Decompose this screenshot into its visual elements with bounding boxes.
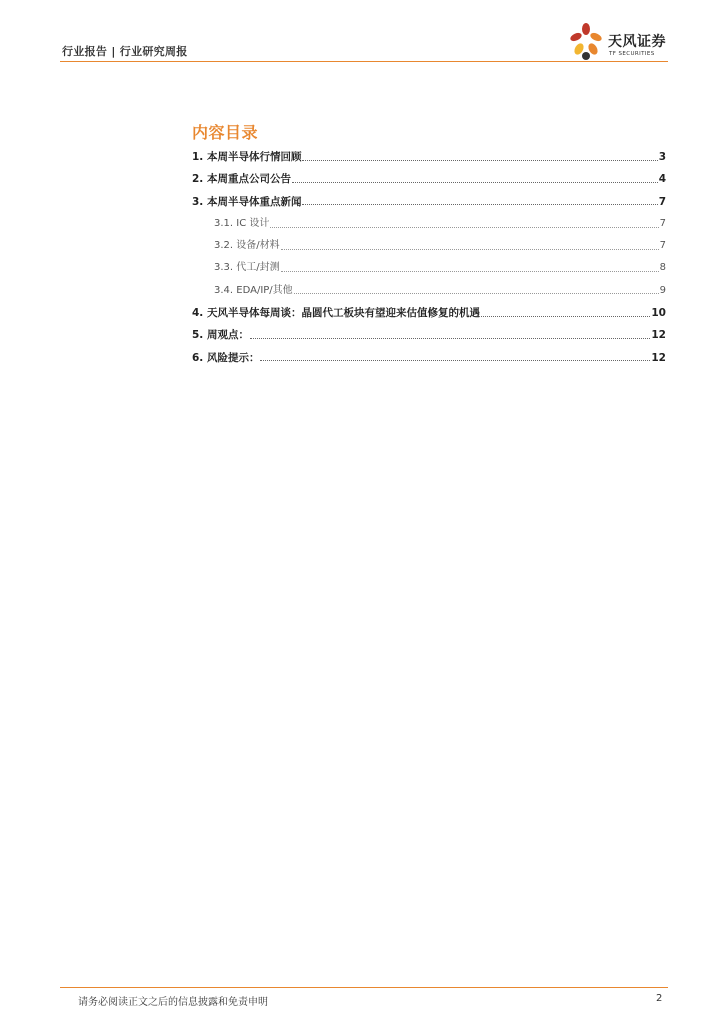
toc-leader-dots xyxy=(302,204,657,205)
toc-leader-dots xyxy=(481,316,650,317)
toc-entry-label: 6. 风险提示： xyxy=(192,351,260,364)
company-logo xyxy=(568,22,678,62)
toc-leader-dots xyxy=(260,360,650,361)
toc-entry-page: 9 xyxy=(659,284,666,296)
toc-entry-label: 3.4. EDA/IP/其他 xyxy=(214,284,293,296)
toc-entry[interactable] xyxy=(192,347,666,369)
logo-name-cn: 天风证券 xyxy=(608,34,666,50)
toc-leader-dots xyxy=(270,227,658,228)
toc-entry[interactable] xyxy=(192,302,666,324)
toc-entry-page: 10 xyxy=(651,307,666,320)
toc-subentry[interactable] xyxy=(192,235,666,257)
toc-entry-page: 3 xyxy=(658,151,666,163)
toc-entry-page: 7 xyxy=(659,217,666,229)
toc-leader-dots xyxy=(292,182,658,183)
toc-entry-page: 4 xyxy=(658,173,666,186)
footer-disclaimer: 请务必阅读正文之后的信息披露和免责申明 xyxy=(78,997,268,1008)
toc-entry-label: 1. 本周半导体行情回顾 xyxy=(192,151,302,163)
toc-entry-page: 12 xyxy=(651,351,666,364)
toc-entry[interactable] xyxy=(192,146,666,168)
toc-entry-label: 2. 本周重点公司公告 xyxy=(192,173,291,186)
flower-logo-icon xyxy=(568,22,604,62)
header-divider xyxy=(60,61,668,62)
toc-entry-label: 3.2. 设备/材料 xyxy=(214,240,280,252)
toc-entry-page: 7 xyxy=(658,195,666,208)
toc-subentry[interactable] xyxy=(192,213,666,235)
footer-divider xyxy=(60,987,668,988)
toc-leader-dots xyxy=(302,160,657,161)
toc-title: 内容目录 xyxy=(192,123,259,142)
toc-leader-dots xyxy=(281,271,659,272)
toc-entry-page: 8 xyxy=(659,262,666,274)
table-of-contents xyxy=(192,146,666,369)
toc-entry[interactable] xyxy=(192,191,666,213)
toc-subentry[interactable] xyxy=(192,280,666,302)
toc-entry[interactable] xyxy=(192,168,666,190)
toc-entry-page: 12 xyxy=(651,329,666,342)
toc-entry-label: 3. 本周半导体重点新闻 xyxy=(192,195,302,208)
logo-name-en: TF SECURITIES xyxy=(609,51,655,57)
footer-page-number: 2 xyxy=(656,993,663,1004)
toc-entry-label: 3.3. 代工/封测 xyxy=(214,262,280,274)
report-category: 行业报告 | 行业研究周报 xyxy=(62,45,188,58)
toc-entry-page: 7 xyxy=(659,240,666,252)
toc-leader-dots xyxy=(281,249,659,250)
toc-entry-label: 5. 周观点： xyxy=(192,329,249,342)
toc-subentry[interactable] xyxy=(192,257,666,279)
toc-entry[interactable] xyxy=(192,324,666,346)
toc-leader-dots xyxy=(294,293,659,294)
toc-entry-label: 4. 天风半导体每周谈：晶圆代工板块有望迎来估值修复的机遇 xyxy=(192,307,480,320)
toc-entry-label: 3.1. IC 设计 xyxy=(214,217,270,229)
toc-leader-dots xyxy=(250,338,650,339)
